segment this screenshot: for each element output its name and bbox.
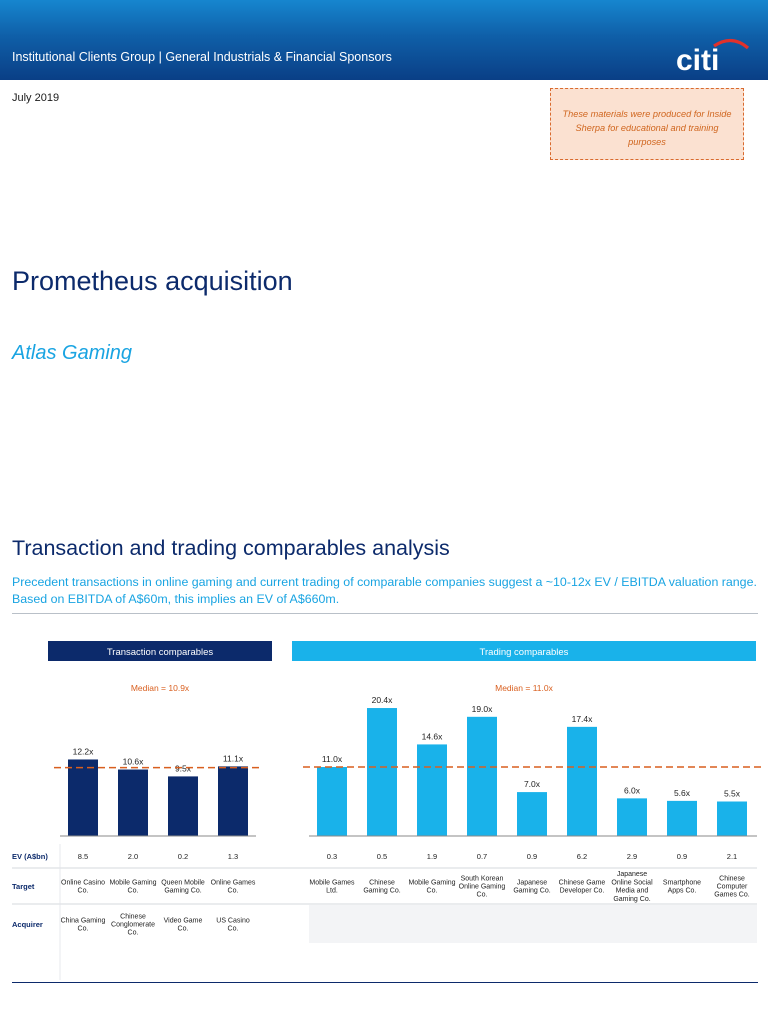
target-cell: Online Casino Co. xyxy=(61,879,105,895)
target-cell: Online Games Co. xyxy=(210,879,256,895)
bar-value-label: 14.6x xyxy=(421,731,443,742)
table-row-label: EV (A$bn) xyxy=(12,852,48,861)
median-label: Median = 10.9x xyxy=(130,683,190,693)
chart-header-label: Transaction comparables xyxy=(106,647,214,658)
bar-value-label: 12.2x xyxy=(72,746,94,757)
ev-cell: 2.9 xyxy=(626,852,638,861)
bar xyxy=(717,802,747,837)
ev-cell: 2.0 xyxy=(127,852,139,861)
ev-cell: 0.9 xyxy=(676,852,688,861)
chart-header-label: Trading comparables xyxy=(479,647,569,658)
header-bar xyxy=(0,0,768,80)
bar-value-label: 5.5x xyxy=(723,788,741,799)
comparables-chart xyxy=(0,620,768,982)
disclaimer-box: These materials were produced for Inside Sherpa for educational and training purposes xyxy=(550,88,744,160)
svg-text:citi: citi xyxy=(676,44,720,76)
bar-value-label: 7.0x xyxy=(523,779,541,790)
bar-value-label: 20.4x xyxy=(371,695,393,706)
table-row-label: Acquirer xyxy=(12,920,43,929)
acquirer-empty-area xyxy=(309,905,757,943)
bar xyxy=(567,727,597,836)
ev-cell: 6.2 xyxy=(576,852,588,861)
median-label: Median = 11.0x xyxy=(495,683,553,693)
bar xyxy=(417,744,447,836)
bar xyxy=(667,801,697,836)
acquirer-cell: US Casino Co. xyxy=(216,917,250,933)
ev-cell: 1.9 xyxy=(426,852,438,861)
bar xyxy=(68,759,98,836)
target-cell: Mobile Gaming Co. xyxy=(408,879,456,895)
divider xyxy=(12,613,758,614)
ev-cell: 8.5 xyxy=(77,852,89,861)
target-cell: Queen Mobile Gaming Co. xyxy=(161,879,205,895)
bar-value-label: 19.0x xyxy=(471,703,493,714)
target-cell: Chinese Gaming Co. xyxy=(363,879,401,895)
citi-logo xyxy=(674,36,754,76)
ev-cell: 1.3 xyxy=(227,852,239,861)
target-cell: Chinese Game Developer Co. xyxy=(558,879,606,895)
ev-cell: 2.1 xyxy=(726,852,738,861)
bar-value-label: 11.1x xyxy=(222,753,244,764)
bar xyxy=(317,767,347,836)
ev-cell: 0.7 xyxy=(476,852,488,861)
bar-value-label: 17.4x xyxy=(571,713,593,724)
bar-value-label: 9.5x xyxy=(174,763,192,774)
ev-cell: 0.9 xyxy=(526,852,538,861)
bottom-divider xyxy=(12,982,758,983)
ev-cell: 0.5 xyxy=(376,852,388,861)
target-cell: Japanese Gaming Co. xyxy=(513,879,551,895)
bar xyxy=(168,776,198,836)
bar-value-label: 10.6x xyxy=(122,756,144,767)
acquirer-cell: Chinese Conglomerate Co. xyxy=(111,913,155,937)
bar-value-label: 11.0x xyxy=(321,754,343,764)
target-cell: Chinese Computer Games Co. xyxy=(714,875,750,899)
ev-cell: 0.2 xyxy=(177,852,189,861)
bar xyxy=(218,766,248,836)
target-cell: South Korean Online Gaming Co. xyxy=(458,875,506,899)
target-cell: Smartphone Apps Co. xyxy=(662,879,702,895)
bar-value-label: 6.0x xyxy=(623,785,641,796)
target-cell: Japanese Online Social Media and Gaming Co. xyxy=(611,871,653,903)
header-text: Institutional Clients Group | General Industrials & Financial Sponsors xyxy=(12,50,392,64)
bar xyxy=(118,770,148,836)
bar xyxy=(517,792,547,836)
acquirer-cell: China Gaming Co. xyxy=(60,917,106,933)
acquirer-cell: Video Game Co. xyxy=(163,917,203,933)
bar-value-label: 5.6x xyxy=(673,787,691,798)
date-label: July 2019 xyxy=(12,92,60,104)
target-cell: Mobile Gaming Co. xyxy=(109,879,157,895)
bar xyxy=(617,798,647,836)
section-description: Precedent transactions in online gaming and current trading of comparable companies suggest a ~10-12x EV / EBITDA valuation range. Based on EBITDA of A$60m, this implies an EV of A$660m. xyxy=(12,575,757,606)
bar xyxy=(467,717,497,836)
bar xyxy=(367,708,397,836)
page-title: Prometheus acquisition xyxy=(12,266,293,296)
page-subtitle: Atlas Gaming xyxy=(12,342,133,364)
target-cell: Mobile Games Ltd. xyxy=(309,879,355,895)
table-row-label: Target xyxy=(12,882,35,891)
section-title: Transaction and trading comparables analysis xyxy=(12,536,450,560)
ev-cell: 0.3 xyxy=(326,852,338,861)
